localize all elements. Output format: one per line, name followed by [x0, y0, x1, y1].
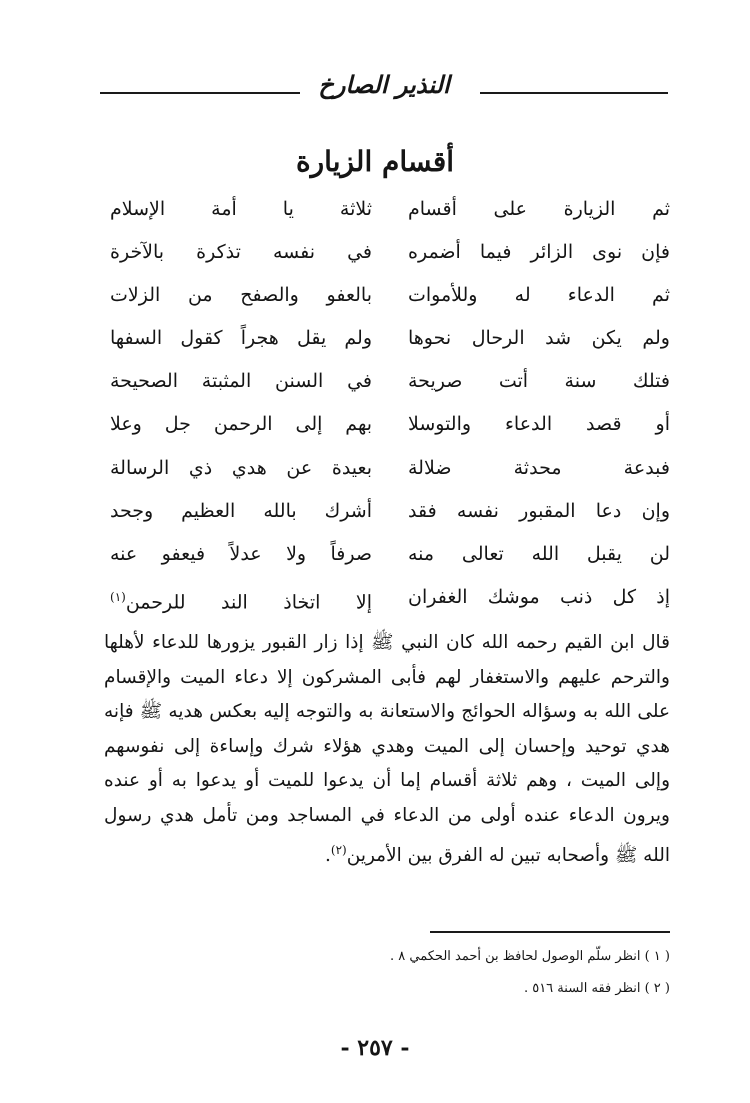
- running-head-title: النذير الصارخ: [318, 70, 450, 99]
- verse: [100, 490, 670, 533]
- running-header: [100, 68, 668, 102]
- verse-second-hemistich: ولم يقل هجراً كقول السفها: [110, 327, 372, 350]
- footnote-ref-1[interactable]: (١): [110, 589, 126, 604]
- footnotes: [300, 941, 670, 1005]
- page-number: - ٢٥٧ -: [340, 1035, 410, 1061]
- verse-second-hemistich: في السنن المثبتة الصحيحة: [110, 370, 372, 393]
- footnote-1: ( ١ ) انظر سلّم الوصول لحافظ بن أحمد الحكمي ٨ .: [390, 949, 670, 964]
- verse-second-hemistich: بهم إلى الرحمن جل وعلا: [110, 413, 372, 436]
- section-title: أقسام الزيارة: [295, 145, 455, 178]
- verse: [100, 576, 670, 619]
- verse-first-hemistich: فبدعة محدثة ضلالة: [408, 456, 670, 479]
- verse: [100, 403, 670, 446]
- verse: [100, 231, 670, 274]
- verse: [100, 447, 670, 490]
- verse-first-hemistich: أو قصد الدعاء والتوسلا: [408, 413, 670, 436]
- verse-second-hemistich: [110, 576, 372, 624]
- verse: [100, 317, 670, 360]
- verse-first-hemistich: ثم الدعاء له وللأموات: [408, 284, 670, 307]
- verse-first-hemistich: إذ كل ذنب موشك الغفران: [408, 585, 670, 608]
- prose-end: .: [325, 845, 331, 867]
- verse-first-hemistich: ولم يكن شد الرحال نحوها: [408, 327, 670, 350]
- verse-second-hemistich: بعيدة عن هدي ذي الرسالة: [110, 456, 372, 479]
- verse-first-hemistich: فإن نوى الزائر فيما أضمره: [408, 241, 670, 264]
- verse-second-hemistich: في نفسه تذكرة بالآخرة: [110, 241, 372, 264]
- verse-first-hemistich: وإن دعا المقبور نفسه فقد: [408, 499, 670, 522]
- poem: [100, 188, 670, 619]
- verse-second-hemistich: صرفاً ولا عدلاً فيعفو عنه: [110, 542, 372, 565]
- prose-text: قال ابن القيم رحمه الله كان النبي ﷺ إذا زار القبور يزورها للدعاء لأهلها والترحم عليهم والاستغفار لهم فأبى المشركون إلا دعاء الميت والإقسام على الله به وسؤاله الحوائج والاستعانة به والتوجه إليه بعكس هديه ﷺ فإنه هدي توحيد وإحسان إلى الميت وهدي هؤلاء شرك وإساءة إلى نفوسهم وإلى الميت ، وهم ثلاثة أقسام إما أن يدعوا للميت أو يدعوا به أو عنده ويرون الدعاء عنده أولى من الدعاء في المساجد ومن تأمل هدي رسول الله ﷺ وأصحابه تبين له الفرق بين الأمرين: [104, 632, 670, 867]
- footnote-2: ( ٢ ) انظر فقه السنة ٥١٦ .: [523, 981, 670, 996]
- prose-paragraph: [104, 626, 670, 874]
- verse: [100, 533, 670, 576]
- footnote-ref-2[interactable]: (٢): [330, 843, 347, 857]
- header-rule-left: [100, 92, 300, 94]
- footnote-rule: [430, 931, 670, 933]
- verse-second-hemistich: أشرك بالله العظيم وجحد: [110, 499, 372, 522]
- verse-second-hemistich: بالعفو والصفح من الزلات: [110, 284, 372, 307]
- verse-first-hemistich: فتلك سنة أتت صريحة: [408, 370, 670, 393]
- verse: [100, 274, 670, 317]
- verse-first-hemistich: لن يقبل الله تعالى منه: [408, 542, 670, 565]
- verse-text: إلا اتخاذ الند للرحمن: [125, 591, 372, 614]
- verse-second-hemistich: ثلاثة يا أمة الإسلام: [110, 198, 372, 220]
- verse: [100, 188, 670, 231]
- verse-first-hemistich: ثم الزيارة على أقسام: [408, 198, 670, 220]
- verse: [100, 360, 670, 403]
